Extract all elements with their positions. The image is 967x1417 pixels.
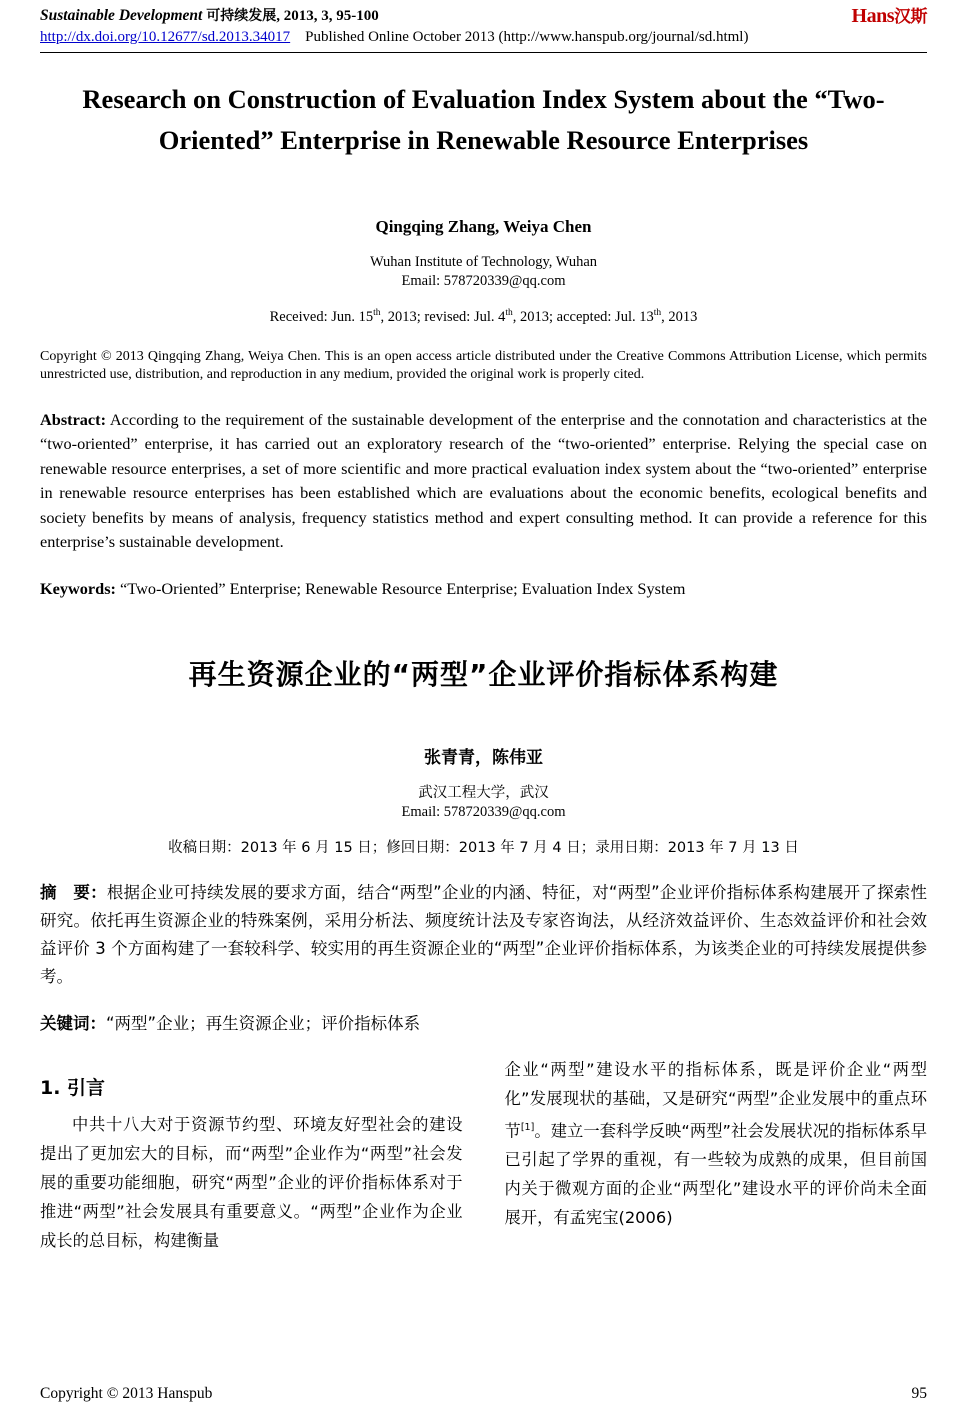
footer-page-number: 95 <box>911 1385 927 1402</box>
footer-copyright: Copyright © 2013 Hanspub <box>40 1385 213 1402</box>
affiliation-block-en <box>40 253 927 291</box>
email-en: Email: 578720339@qq.com <box>401 273 566 289</box>
logo-text-cn: 汉斯 <box>894 7 927 27</box>
dates-end: , 2013 <box>661 308 698 325</box>
keywords-cn-text: “两型”企业；再生资源企业；评价指标体系 <box>106 1013 421 1033</box>
abstract-cn-text: 根据企业可持续发展的要求方面，结合“两型”企业的内涵、特征，对“两型”企业评价指标体系构建展开了探索性研究。依托再生资源企业的特殊案例，采用分析法、频度统计法及专家咨询法，从经济效益评价、生态效益评价和社会效益评价 3 个方面构建了一套较科学、较实用的再生资源企业的“两型”企业评价指标体系，为该类企业的可持续发展提供参考。 <box>40 882 927 986</box>
affiliation-en: Wuhan Institute of Technology, Wuhan <box>369 254 598 270</box>
received-date: Received: Jun. 15 <box>269 308 374 325</box>
abstract-cn-label: 摘 要： <box>40 882 107 902</box>
page-header <box>40 0 927 53</box>
abstract-cn <box>40 879 927 991</box>
body-right-part1: 企业“两型”建设水平的指标体系，既是评价企业“两型化”发展现状的基础，又是研究“两型”企业发展中的重点环节 <box>504 1059 927 1141</box>
email-cn: Email: 578720339@qq.com <box>401 803 566 820</box>
body-paragraph-left: 中共十八大对于资源节约型、环境友好型社会的建设提出了更加宏大的目标，而“两型”企业作为“两型”社会发展的重要功能细胞，研究“两型”企业的评价指标体系对于推进“两型”社会发展具有重要意义。“两型”企业作为企业成长的总目标，构建衡量 <box>40 1114 463 1250</box>
accepted-date: , 2013; accepted: Jul. 13 <box>512 308 654 325</box>
doi-line <box>40 27 927 48</box>
section-heading-1: 1. 引言 <box>40 1076 106 1099</box>
doi-link[interactable]: http://dx.doi.org/10.12677/sd.2013.34017 <box>40 29 291 45</box>
ordinal-suffix: th <box>653 308 662 318</box>
copyright-notice: Copyright © 2013 Qingqing Zhang, Weiya Chen. This is an open access article distributed under the Creative Commons Attribution License, which permits unrestricted use, distribution, and reproduction in any medium, provided the original work is properly cited. <box>40 348 927 382</box>
authors-en: Qingqing Zhang, Weiya Chen <box>375 217 592 236</box>
dates-en <box>40 308 927 326</box>
abstract-label: Abstract: <box>40 409 107 429</box>
affiliation-cn: 武汉工程大学，武汉 <box>418 784 549 801</box>
body-paragraph-right <box>505 1055 928 1232</box>
citation-ref: [1] <box>520 1121 535 1133</box>
hanspub-logo <box>852 2 927 28</box>
header-divider <box>40 52 927 53</box>
dates-cn: 收稿日期：2013 年 6 月 15 日；修回日期：2013 年 7 月 4 日；录用日期：2013 年 7 月 13 日 <box>168 839 799 856</box>
journal-line <box>40 6 927 26</box>
body-column-right <box>505 1055 928 1255</box>
published-online-text: Published Online October 2013 (http://www.hanspub.org/journal/sd.html) <box>305 29 749 45</box>
page-footer <box>40 1385 927 1403</box>
affiliation-block-cn <box>40 784 927 822</box>
journal-title-en: Sustainable Development <box>40 7 203 24</box>
keywords-en <box>40 577 927 601</box>
journal-title-cn: 可持续发展 <box>206 8 277 24</box>
ordinal-suffix: th <box>373 308 381 318</box>
body-column-left <box>40 1110 463 1255</box>
ordinal-suffix: th <box>505 308 513 318</box>
keywords-cn-label: 关键词： <box>40 1013 106 1033</box>
paper-title-cn: 再生资源企业的“两型”企业评价指标体系构建 <box>188 657 779 691</box>
abstract-text: According to the requirement of the sustainable development of the enterprise and the connotation and characteristics at the “two-oriented” enterprise, it has carried out an exploratory research of the “two-oriented” enterprise. Relying the special case on renewable resource enterprises, a set of more scientific and more practical evaluation index system about the “two-oriented” enterprise in renewable resource enterprises has been established which are evaluations about the economic benefits, ecological benefits and society benefits by means of analysis, frequency statistics method and expert consulting method. It can provide a reference for this enterprise’s sustainable development. <box>40 409 927 552</box>
paper-title-en: Research on Construction of Evaluation Index System about the “Two-Oriented” Enterprise in Renewable Resource Enterprises <box>82 84 885 155</box>
keywords-text: “Two-Oriented” Enterprise; Renewable Resource Enterprise; Evaluation Index System <box>115 578 686 598</box>
body-right-part2: 。建立一套科学反映“两型”社会发展状况的指标体系早已引起了学界的重视，有一些较为成熟的成果，但目前国内关于微观方面的企业“两型化”建设水平的评价尚未全面展开，有孟宪宝(2006) <box>504 1121 927 1228</box>
journal-issue: , 2013, 3, 95-100 <box>276 8 379 24</box>
logo-text-en: Hans <box>851 5 894 27</box>
abstract-en <box>40 408 927 555</box>
keywords-cn <box>40 1011 927 1037</box>
authors-cn: 张青青，陈伟亚 <box>424 747 543 768</box>
keywords-label: Keywords: <box>40 578 116 598</box>
revised-date: , 2013; revised: Jul. 4 <box>380 308 506 325</box>
